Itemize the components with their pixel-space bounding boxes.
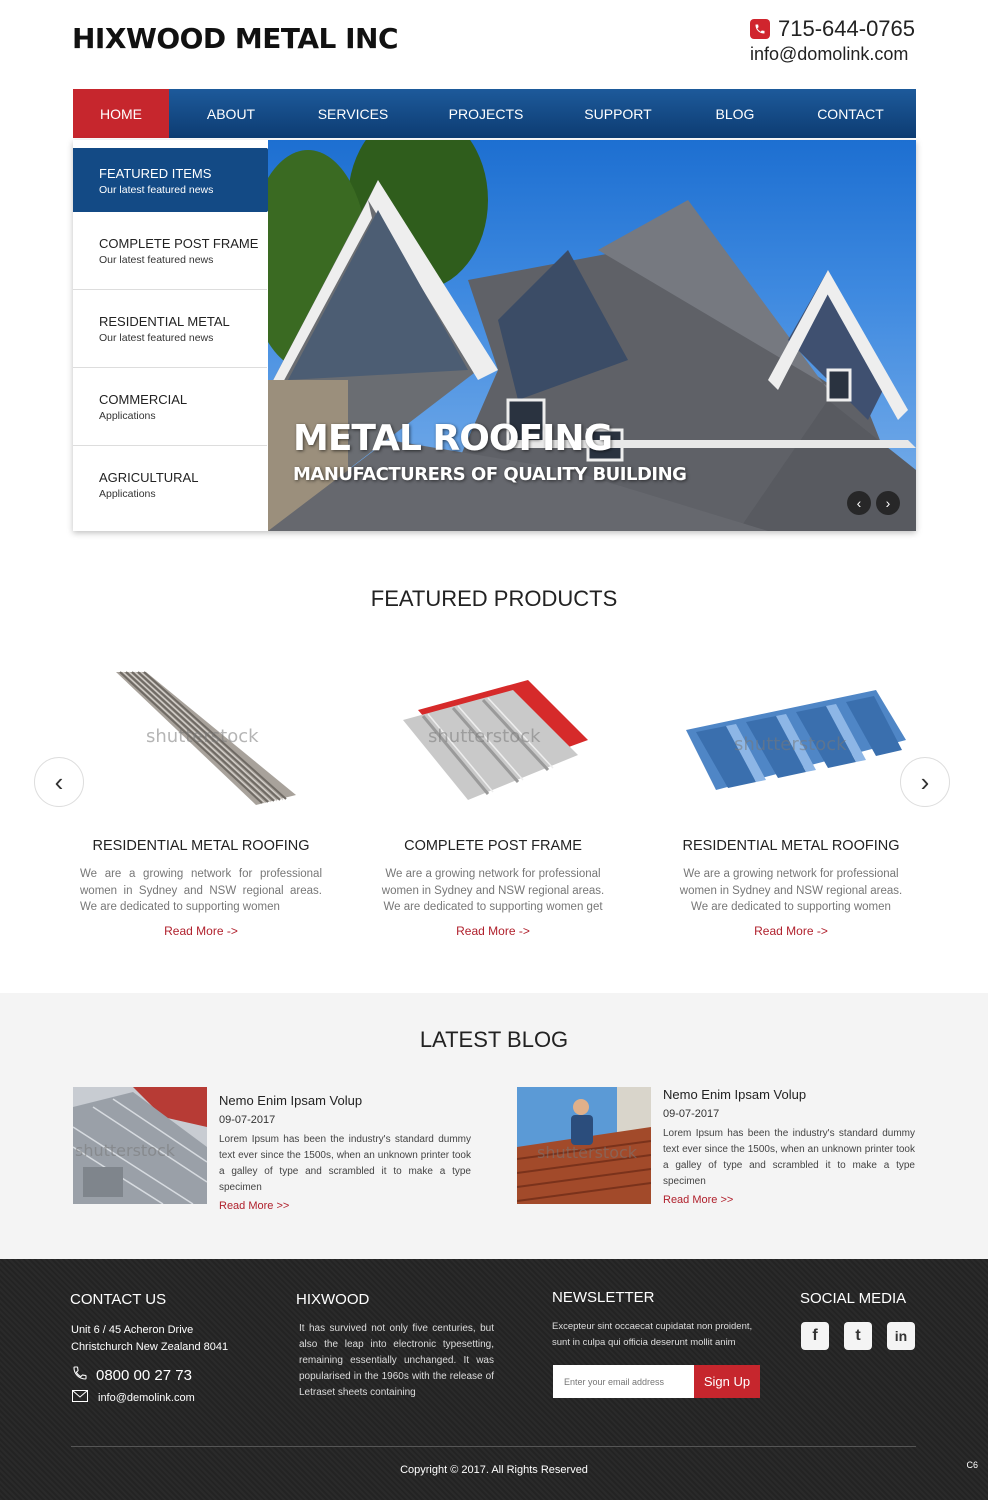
envelope-icon [72,1390,88,1405]
phone-icon [72,1365,88,1385]
product-description: We are a growing network for professional women in Sydney and NSW regional areas. We are dedicated to supporting women get [381,868,605,913]
side-item-sub: Our latest featured news [99,332,214,344]
slide-next-button[interactable] [876,491,900,515]
header-phone-row [750,16,916,42]
blog-post-date: 09-07-2017 [219,1114,276,1126]
watermark-text: shutterstock [428,726,541,747]
blog-read-more-link[interactable]: Read More >> [663,1194,734,1206]
blog-text [663,1087,915,1208]
side-item-residential[interactable] [73,290,267,368]
header-email[interactable]: info@domolink.com [750,44,909,64]
footer-copyright: Copyright © 2017. All Rights Reserved [400,1464,588,1476]
footer-contact-title: CONTACT US [70,1291,167,1308]
blog-post-title[interactable]: Nemo Enim Ipsam Volup [219,1093,363,1108]
featured-products-title: FEATURED PRODUCTS [370,586,618,611]
nav-support[interactable]: SUPPORT [584,105,652,122]
twitter-icon[interactable]: t [844,1322,872,1350]
side-item-title: AGRICULTURAL [99,470,199,485]
blog-read-more-link[interactable]: Read More >> [219,1200,290,1212]
blog-image[interactable] [517,1087,651,1204]
footer-social-title: SOCIAL MEDIA [800,1290,907,1307]
blog-post-body: Lorem Ipsum has been the industry's standard dummy text ever since the 1500s, when an unknown printer took a galley of type and scrambled it to make a type specimen [219,1134,471,1193]
footer-email-row [72,1390,195,1405]
watermark-text: shutterstock [734,734,847,755]
product-read-more-link[interactable]: Read More -> [754,923,828,938]
footer-email[interactable]: info@demolink.com [98,1391,195,1404]
product-card [368,660,618,940]
latest-blog-section [0,993,988,1259]
newsletter-signup-button[interactable]: Sign Up [694,1365,760,1398]
chevron-left-icon: ‹ [54,766,64,797]
site-footer [0,1259,988,1500]
product-name[interactable]: RESIDENTIAL METAL ROOFING [92,838,310,854]
linkedin-icon[interactable]: in [887,1322,915,1350]
footer-newsletter-title: NEWSLETTER [552,1289,655,1306]
product-image[interactable] [676,660,906,810]
phone-icon [750,19,770,39]
side-item-title: RESIDENTIAL METAL [99,314,230,329]
side-item-post-frame[interactable] [73,212,267,290]
side-item-commercial[interactable] [73,368,267,446]
footer-address-line2: Christchurch New Zealand 8041 [71,1341,229,1353]
side-item-sub: Our latest featured news [99,184,214,196]
main-nav [73,89,916,138]
side-item-sub: Applications [99,410,156,422]
side-item-title: COMMERCIAL [99,392,188,407]
slide-subtitle: MANUFACTURERS OF QUALITY BUILDING [293,464,687,485]
product-card [76,660,326,940]
product-read-more-link[interactable]: Read More -> [164,923,238,938]
footer-address [71,1322,228,1356]
header-contact [750,16,916,65]
chevron-right-icon: › [920,766,930,797]
footer-divider [71,1446,916,1447]
product-image[interactable] [86,660,316,810]
watermark-text: shutterstock [146,726,259,747]
facebook-icon[interactable]: f [801,1322,829,1350]
footer-phone-row [72,1365,192,1385]
chevron-left-icon: ‹ [856,495,862,511]
chevron-right-icon: › [885,495,891,511]
site-logo[interactable]: HIXWOOD METAL INC [72,22,398,55]
blog-post-title[interactable]: Nemo Enim Ipsam Volup [663,1087,807,1102]
blog-image[interactable] [73,1087,207,1204]
footer-about-text: It has survived not only five centuries, but also the leap into electronic typesetting, remaining essentially unchanged. It was popularised in the 1960s with the release of Letraset sheets containing [299,1323,494,1398]
nav-contact[interactable]: CONTACT [817,105,884,122]
side-item-featured[interactable] [73,148,267,212]
footer-address-line1: Unit 6 / 45 Acheron Drive [71,1324,194,1336]
newsletter-email-input[interactable] [553,1365,694,1398]
hero-side-list [73,140,267,531]
product-read-more-link[interactable]: Read More -> [456,923,530,938]
product-image[interactable] [378,660,608,810]
blog-post-date: 09-07-2017 [663,1108,720,1120]
blog-post [517,1087,915,1205]
side-item-title: FEATURED ITEMS [99,166,212,181]
nav-about[interactable]: ABOUT [206,105,256,122]
slide-title: METAL ROOFING [293,418,613,459]
watermark-text: shutterstock [75,1141,176,1160]
product-description: We are a growing network for professional women in Sydney and NSW regional areas. We are dedicated to supporting women [80,868,322,913]
blog-text [219,1093,471,1214]
hero-slide-image [268,140,916,531]
nav-home[interactable]: HOME [73,89,169,138]
footer-newsletter-text: Excepteur sint occaecat cupidatat non proident, sunt in culpa qui officia deserunt mollit anim [552,1321,753,1348]
footer-about-title: HIXWOOD [296,1291,370,1308]
product-description: We are a growing network for professional women in Sydney and NSW regional areas. We are dedicated to supporting women [679,868,903,913]
side-item-agricultural[interactable] [73,446,267,524]
side-item-sub: Our latest featured news [99,254,214,266]
blog-post-body: Lorem Ipsum has been the industry's standard dummy text ever since the 1500s, when an unknown printer took a galley of type and scrambled it to make a type specimen [663,1128,915,1187]
product-name[interactable]: RESIDENTIAL METAL ROOFING [682,838,900,854]
footer-phone[interactable]: 0800 00 27 73 [96,1366,192,1384]
watermark-text: shutterstock [537,1143,638,1162]
product-card [666,660,916,940]
hero-slider [73,140,916,531]
footer-corner-tag: C6 [966,1460,978,1470]
nav-projects[interactable]: PROJECTS [448,105,524,122]
side-item-title: COMPLETE POST FRAME [99,236,259,251]
side-item-sub: Applications [99,488,156,500]
slide-prev-button[interactable] [847,491,871,515]
header-phone[interactable]: 715-644-0765 [778,16,916,41]
latest-blog-title: LATEST BLOG [419,1027,569,1052]
nav-blog[interactable]: BLOG [715,105,755,122]
nav-services[interactable]: SERVICES [317,105,389,122]
blog-post [73,1087,471,1212]
product-name[interactable]: COMPLETE POST FRAME [404,838,582,854]
